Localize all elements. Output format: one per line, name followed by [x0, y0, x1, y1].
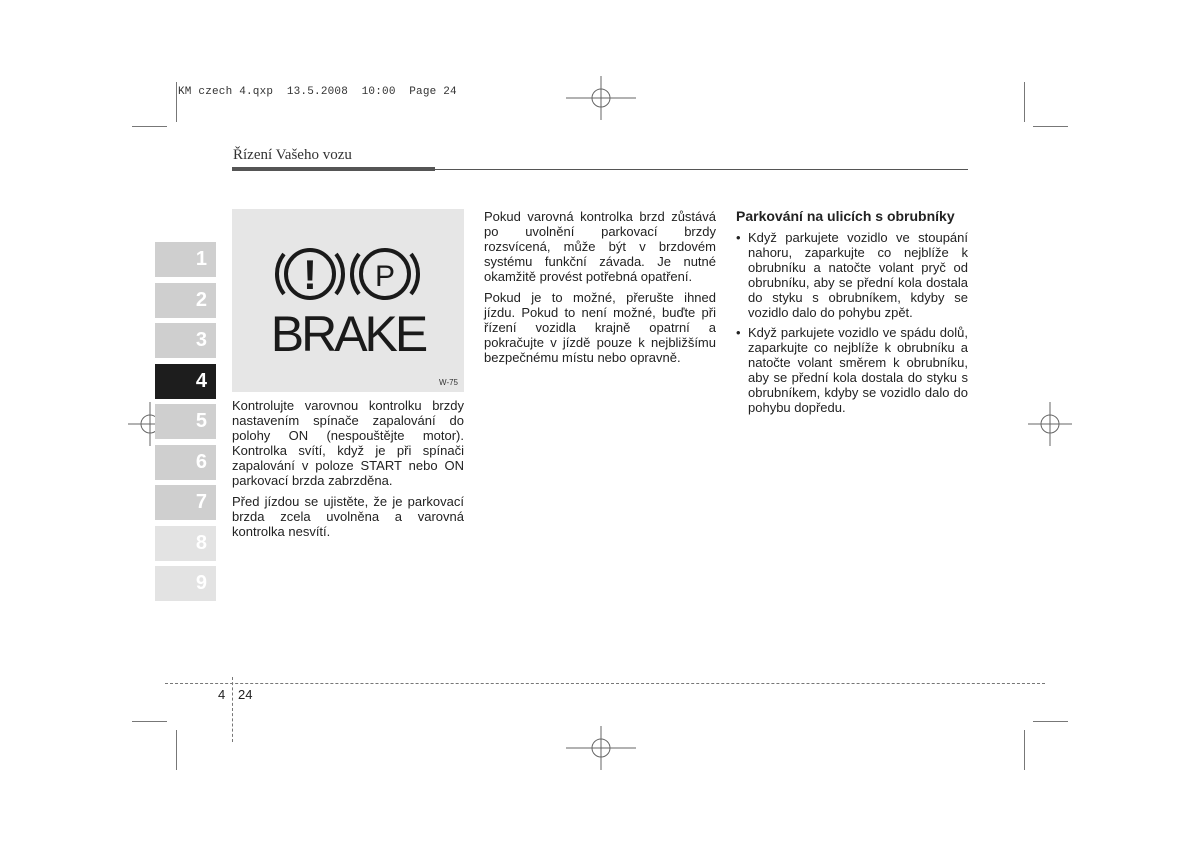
header-rule-thin [435, 169, 968, 170]
paragraph: Pokud varovná kontrolka brzd zůstává po uvolnění parkovací brzdy rozsvícená, může být v brzdovém systému funkční závada. Je nutné okamžitě provést potřebná opatření. [484, 209, 716, 284]
paragraph: Kontrolujte varovnou kontrolku brzdy nastavením spínače zapalování do polohy ON (nespouštějte motor). Kontrolka svítí, když je při spínači zapalování v poloze START nebo ON parkovací brzda zabrzděna. [232, 398, 464, 488]
footer-dashed-divider [232, 677, 233, 742]
footer-page-number: 24 [238, 687, 253, 702]
chapter-tab-8[interactable]: 8 [155, 526, 216, 561]
list-item [736, 230, 968, 320]
brake-warning-icon [232, 209, 464, 392]
footer-chapter-number: 4 [218, 687, 226, 702]
figure-label: W-75 [439, 378, 458, 387]
registration-mark-top [566, 76, 636, 120]
column-3 [736, 208, 968, 420]
header-rule-thick [232, 167, 435, 171]
print-header: KM czech 4.qxp 13.5.2008 10:00 Page 24 [178, 86, 457, 98]
footer-dashed-rule [165, 683, 1045, 684]
paragraph: Pokud je to možné, přerušte ihned jízdu. Pokud to není možné, buďte při řízení vozidla krajně opatrní a pokračujte v jízdě pouze k nejbližšímu bezpečnému místu nebo opravně. [484, 290, 716, 365]
exclamation-symbol: ! [303, 251, 317, 298]
chapter-tab-9[interactable]: 9 [155, 566, 216, 601]
column-2 [484, 209, 716, 371]
registration-mark-bottom [566, 726, 636, 770]
brake-warning-figure [232, 209, 464, 392]
chapter-tab-3[interactable]: 3 [155, 323, 216, 358]
bullet-icon: • [736, 325, 741, 340]
chapter-tab-7[interactable]: 7 [155, 485, 216, 520]
list-item-text: Když parkujete vozidlo ve stoupání nahoru, zaparkujte co nejblíže k obrubníku a natočte volant pryč od obrubníku, aby se přední kola dostala do styku s obrubníkem, kdyby se vozidlo dalo do pohybu zpět. [748, 230, 968, 320]
bullet-icon: • [736, 230, 741, 245]
section-heading: Parkování na ulicích s obrubníky [736, 208, 955, 224]
chapter-tab-1[interactable]: 1 [155, 242, 216, 277]
chapter-tab-6[interactable]: 6 [155, 445, 216, 480]
list-item-text: Když parkujete vozidlo ve spádu dolů, zaparkujte co nejblíže k obrubníku a natočte volant směrem k obrubníku, aby se přední kola dostala do styku s obrubníkem, kdyby se vozidlo dalo do pohybu dopředu. [748, 325, 968, 415]
chapter-tab-4-active[interactable]: 4 [155, 364, 216, 399]
registration-mark-right [1028, 402, 1072, 446]
chapter-tab-2[interactable]: 2 [155, 283, 216, 318]
chapter-tab-5[interactable]: 5 [155, 404, 216, 439]
column-1 [232, 398, 464, 545]
chapter-tabs [155, 242, 216, 607]
section-title: Řízení Vašeho vozu [233, 147, 352, 163]
paragraph: Před jízdou se ujistěte, že je parkovací brzda zcela uvolněna a varovná kontrolka nesvítí. [232, 494, 464, 539]
parking-p-symbol: P [374, 260, 396, 293]
brake-word: BRAKE [270, 306, 426, 362]
list-item [736, 325, 968, 415]
